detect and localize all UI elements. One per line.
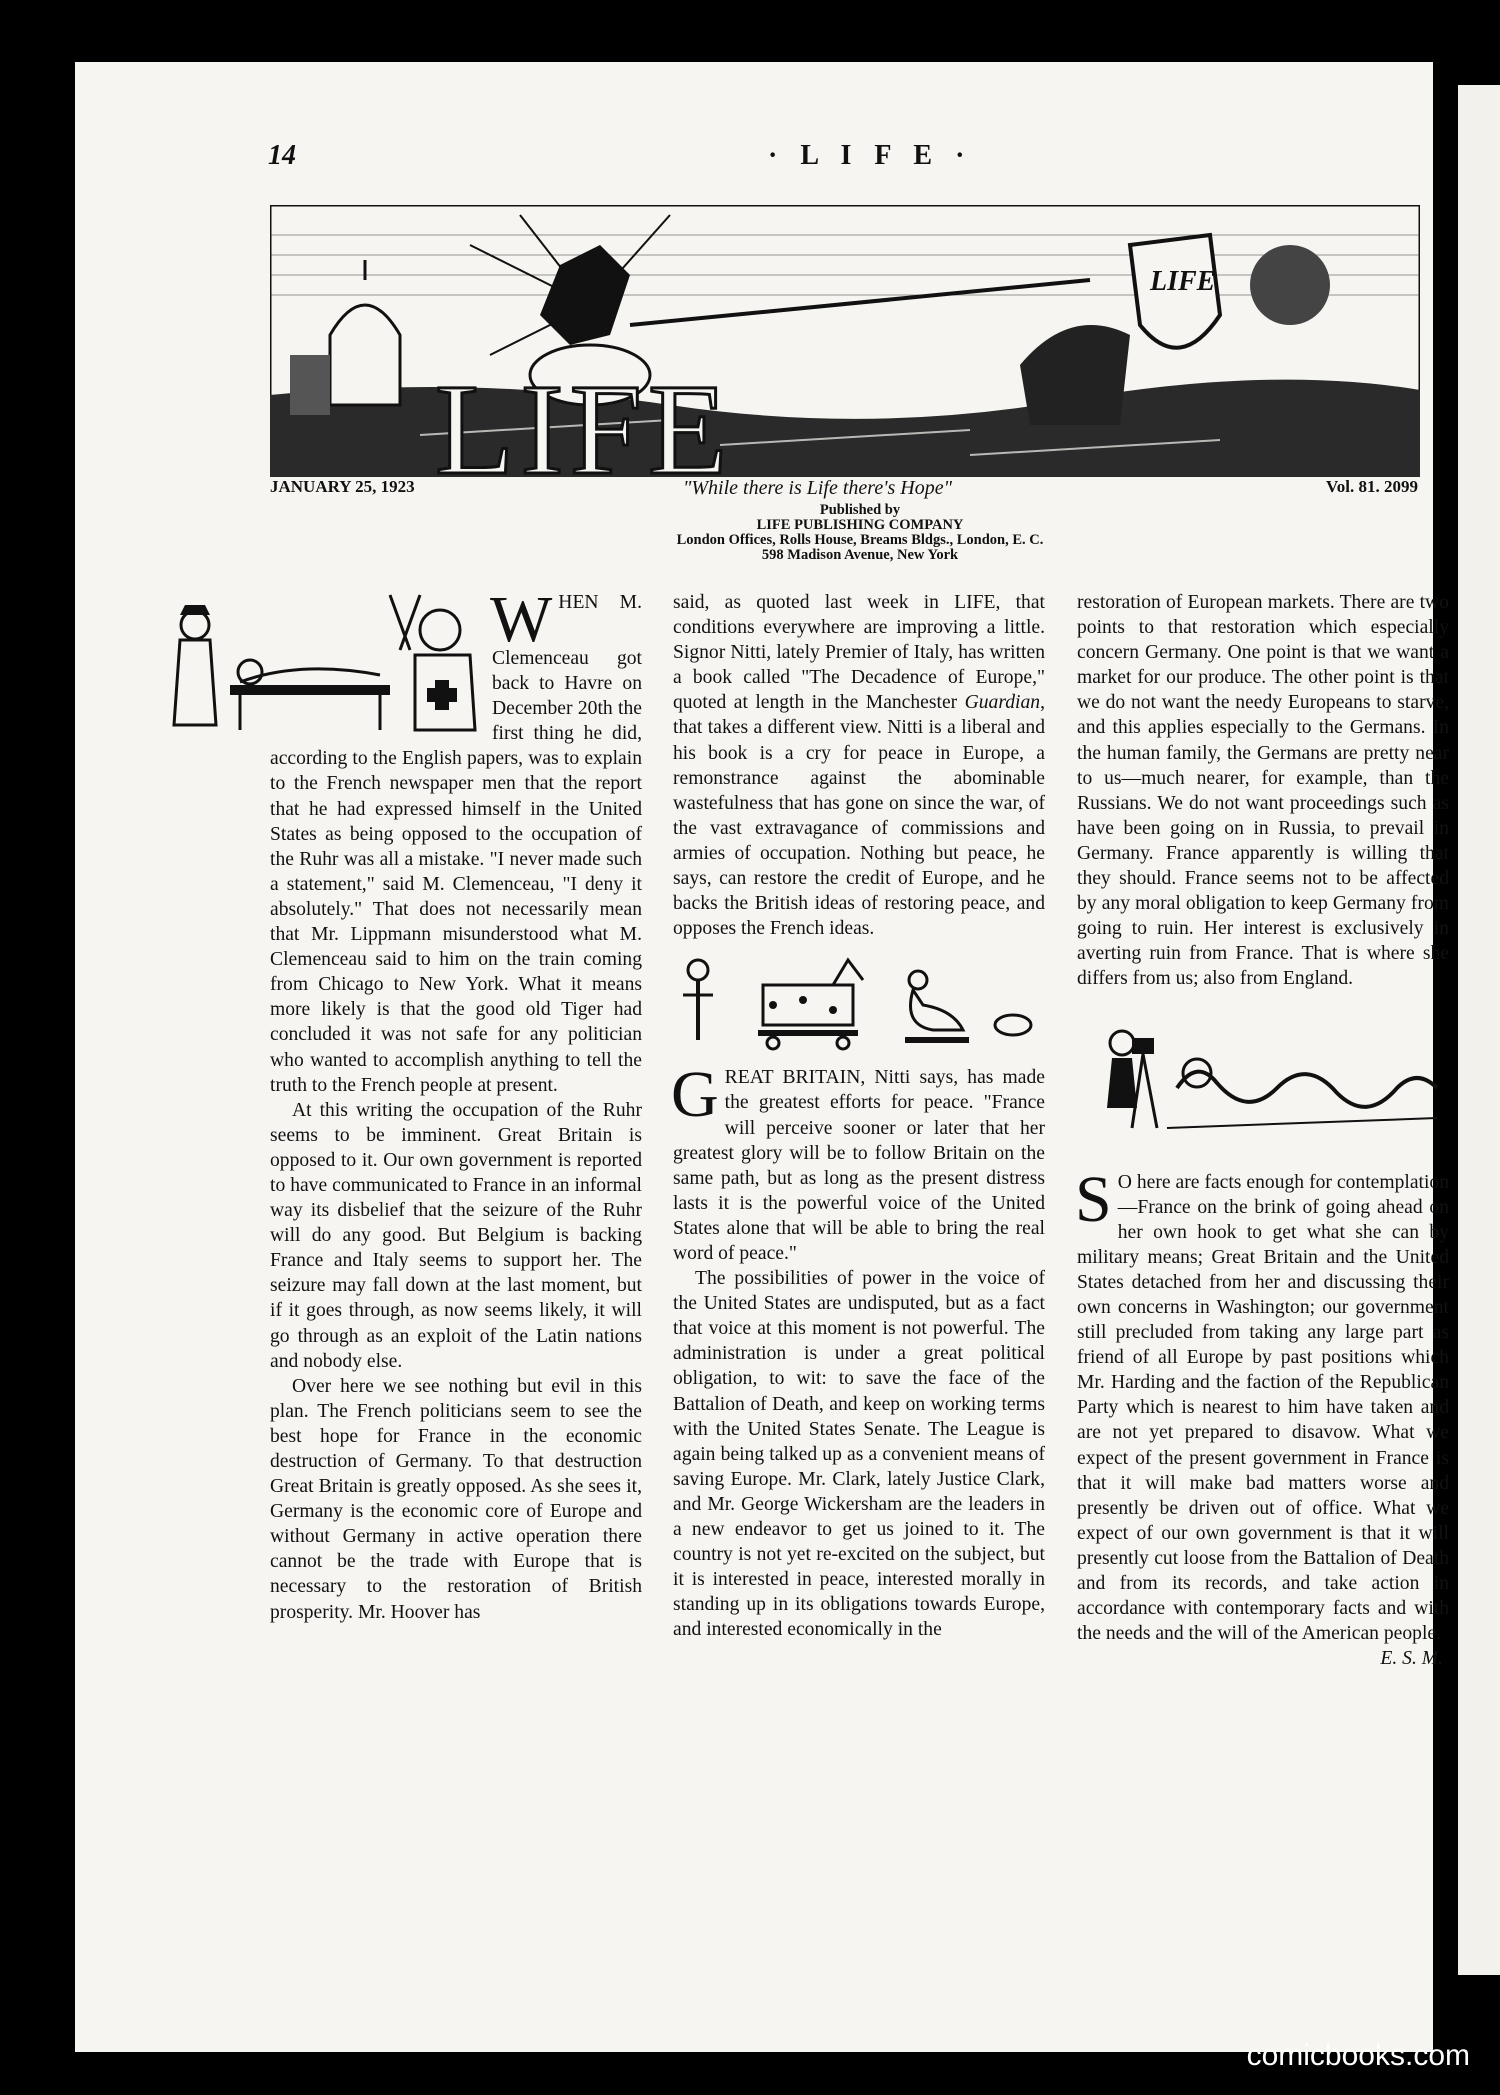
surgery-cartoon xyxy=(150,590,492,740)
life-reference: LIFE xyxy=(954,592,996,613)
article-column-2 xyxy=(673,590,1045,1642)
source-watermark: comicbooks.com xyxy=(1246,2039,1470,2072)
drop-cap: S xyxy=(1075,1162,1112,1236)
article-paragraph: WHEN M. Clemenceau got back to Havre on December 20th the first thing he did, according to the English papers, was to explain to the French newspaper men that the report that he had expressed himself in the United States as being opposed to the occupation of the Ruhr was all a mistake. "I never made such a statement," said M. Clemenceau, "I deny it absolutely." That does not necessarily mean that Mr. Lippmann misunderstood what M. Clemenceau said to him on the train coming from Chicago to New York. What it means more likely is that the good old Tiger had concluded it was not safe for any politician who wanted to accomplish anything to tell the truth to the French people at present. xyxy=(270,583,642,1096)
motto: "While there is Life there's Hope" xyxy=(683,477,952,499)
newspaper-title: Guardian xyxy=(964,692,1041,714)
publisher-line: LIFE PUBLISHING COMPANY xyxy=(756,517,964,533)
article-paragraph: Over here we see nothing but evil in this plan. The French politicians seem to see the best hope for France in the economic destruction of Germany. To that destruction Great Britain is greatly opposed. As she sees it, Germany is the economic core of Europe and without Germany in active operation there cannot be the trade with Europe that is necessary to the restoration of British prosperity. Mr. Hoover has xyxy=(270,1375,642,1623)
article-paragraph: restoration of European markets. There are two points to that restoration which especially concern Germany. One point is that we want a market for our produce. The other point is that we do not want the needy Europeans to starve, and this applies especially to the Germans. In the human family, the Germans are pretty near to us—much nearer, for example, than the Russians. We do not want proceedings such as have been going on in Russia, to prevail in Germany. France apparently is willing that they should. France seems not to be affected by any moral obligation to keep Germany from going to ruin. Her interest is exclusively in averting ruin from France. That is where she differs from us; also from England. xyxy=(1077,592,1449,990)
page-header xyxy=(268,140,1418,180)
article-paragraph: At this writing the occupation of the Ruhr seems to be imminent. Great Britain is opposed to it. Our own government is reported to have communicated to France in an informal way its disbelief that the seizure of the Ruhr will do any good. But Belgium is backing France and Italy seems to support her. The seizure may fall down at the last moment, but if it goes through, as now seems likely, it will go through as an exploit of the Latin nations and nobody else. xyxy=(270,1099,642,1372)
life-logo: LIFE xyxy=(435,358,734,477)
publisher-line: 598 Madison Avenue, New York xyxy=(761,547,959,563)
article-paragraph: GREAT BRITAIN, Nitti says, has made the greatest efforts for peace. "France will perceive sooner or later that her greatest glory will be to follow Britain on the same path, but as long as the present distress lasts it is the powerful voice of the United States alone that will be able to bring the real word of peace." xyxy=(671,1058,1045,1264)
article-column-3 xyxy=(1077,590,1449,1671)
article-paragraph: The possibilities of power in the voice of the United States are undisputed, but as a fact that voice at this moment is not powerful. The administration is under a great political obligation, to wit: to save the face of the Battalion of Death, and keep on working terms with the United States Senate. The League is again being talked up as a convenient means of saving Europe. Mr. Clark, lately Justice Clark, and Mr. George Wickersham are the leaders in a new endeavor to get us joined to it. The country is not yet re-excited on the subject, but it is interested in peace, interested morally in standing up in its obligations towards Europe, and interested economically in the xyxy=(673,1268,1045,1641)
photographer-serpent-cartoon xyxy=(1077,1018,1449,1148)
toys-cartoon xyxy=(673,955,1045,1055)
volume-number: Vol. 81. 2099 xyxy=(1326,477,1418,496)
author-signature: E. S. M. xyxy=(1380,1648,1443,1670)
shield-lettering: LIFE xyxy=(1150,266,1216,297)
article-paragraph: S O here are facts enough for contemplation—France on the brink of going ahead on her own hook to get what she can by military means; Great Britain and the United States detached from her and discussing their own concerns in Washington; our government still precluded from taking any large part as friend of all Europe by past positions which Mr. Harding and the faction of the Republican Party which is nearest to him have taken and are not yet prepared to disavow. What we expect of the present government in France is that it will make bad matters worse and presently be driven out of office. What we expect of our own government is that it will presently cut loose from the Battalion of Death and from its records, and take action in accordance with contemporary facts and with the needs and the will of the American people. E. S. M. xyxy=(1077,1170,1449,1647)
adjacent-page-edge xyxy=(1458,85,1500,1975)
article-paragraph: said, as quoted last week in LIFE, that conditions everywhere are improving a little. Signor Nitti, lately Premier of Italy, has written a book called "The Decadence of Europe," quoted at length in the Manchester Guardian, that takes a different view. Nitti is a liberal and his book is a cry for peace in Europe, a remonstrance against the abominable wastefulness that has gone on since the war, of the vast extravagance of commissions and armies of occupation. Nothing but peace, he says, can restore the credit of Europe, and he backs the British ideas of restoring peace, and opposes the French ideas. xyxy=(673,592,1045,940)
drop-cap: G xyxy=(671,1058,719,1132)
publisher-line: London Offices, Rolls House, Breams Bldgs., London, E. C. xyxy=(676,532,1044,548)
masthead: · L I F E · xyxy=(768,140,973,171)
page-number: 14 xyxy=(268,140,296,171)
issue-date: JANUARY 25, 1923 xyxy=(270,477,415,496)
publisher-info xyxy=(580,503,1140,563)
header-illustration xyxy=(270,205,1420,477)
publisher-line: Published by xyxy=(819,502,901,518)
article-column-1 xyxy=(270,583,642,1625)
drop-cap: W xyxy=(490,583,553,656)
